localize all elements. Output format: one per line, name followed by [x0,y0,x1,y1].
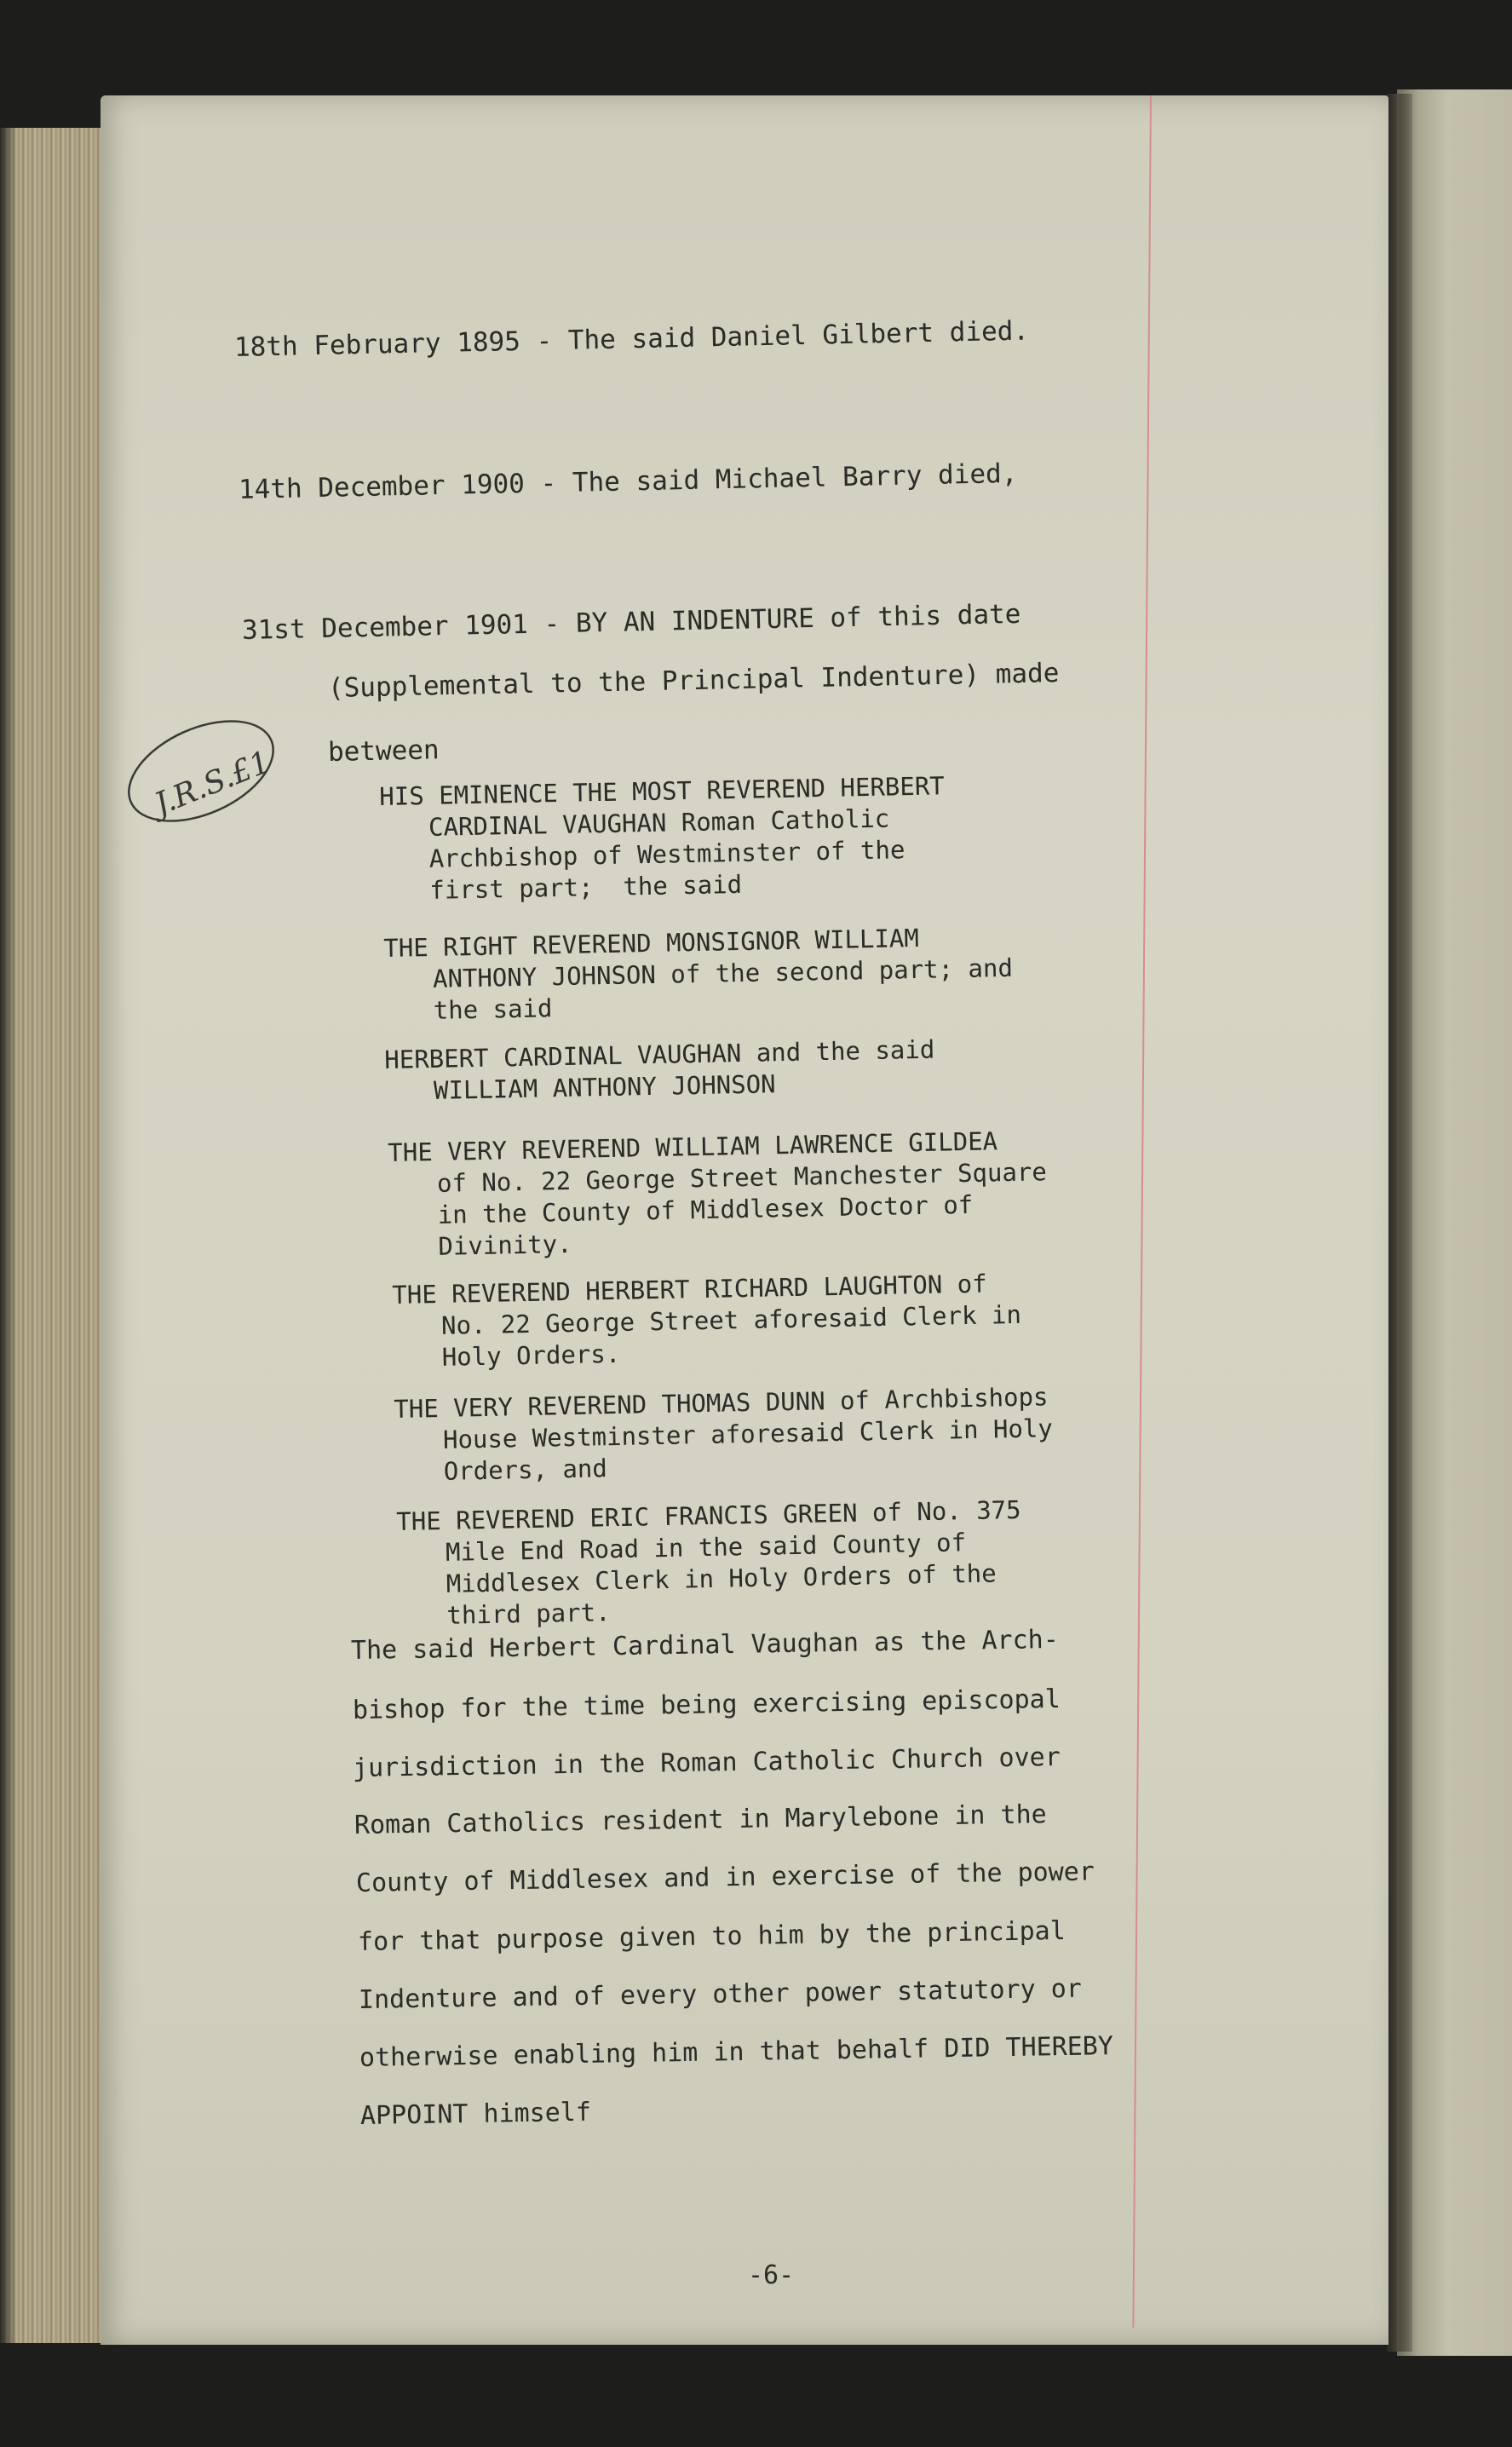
party-line: THE VERY REVEREND WILLIAM LAWRENCE GILDEA [388,1126,998,1167]
party-5 [392,1268,1022,1374]
paragraph-line: otherwise enabling him in that behalf DID THEREBY [359,2031,1114,2073]
party-line: CARDINAL VAUGHAN Roman Catholic [428,803,890,842]
party-7 [396,1494,1023,1632]
paragraph-line: County of Middlesex and in exercise of the power [355,1857,1095,1898]
party-line: WILLIAM ANTHONY JOHNSON [433,1069,776,1105]
entry-separator: - [536,325,553,357]
party-line: Divinity. [438,1229,572,1261]
paragraph-line: bishop for the time being exercising episcopal [352,1684,1061,1725]
party-2 [383,921,1014,1028]
party-3 [384,1034,935,1108]
page-number: -6- [748,2260,795,2290]
stamp-text: J.R.S.£1 [149,744,276,823]
indenture-line-2: between [327,734,440,768]
party-line: THE RIGHT REVEREND MONSIGNOR WILLIAM [383,923,920,963]
party-line: HIS EMINENCE THE MOST REVEREND HERBERT [379,771,946,811]
party-line: the said [433,993,553,1025]
paragraph-line: The said Herbert Cardinal Vaughan as the Arch- [350,1624,1060,1666]
party-line: HERBERT CARDINAL VAUGHAN and the said [384,1034,935,1074]
entry-text: The said Daniel Gilbert died. [567,315,1030,356]
paragraph-line: APPOINT himself [359,2097,592,2131]
party-line: first part; the said [429,869,743,905]
party-4 [388,1125,1049,1264]
entry-text: The said Michael Barry died, [572,458,1018,498]
red-margin-rule [1132,95,1152,2328]
party-line: Holy Orders. [441,1339,621,1372]
entry-date: 18th February 1895 [233,325,521,363]
party-line: House Westminster aforesaid Clerk in Holy [442,1414,1054,1454]
left-page-shadow [0,128,17,2343]
party-line: Orders, and [443,1454,608,1486]
paragraph-line: for that purpose given to him by the principal [357,1915,1066,1957]
party-line: THE REVEREND HERBERT RICHARD LAUGHTON of [392,1269,987,1310]
entry-date: 31st December 1901 [241,608,529,646]
party-line: Archbishop of Westminster of the [428,835,905,873]
party-line: Mile End Road in the said County of [445,1528,967,1567]
party-line: No. 22 George Street aforesaid Clerk in [440,1299,1022,1340]
party-1 [379,770,946,907]
book-gutter [1387,94,1412,2352]
party-line: THE VERY REVEREND THOMAS DUNN of Archbishops [394,1382,1049,1424]
entry-separator: - [543,608,561,640]
party-line: THE REVEREND ERIC FRANCIS GREEN of No. 375 [396,1494,1021,1536]
entry-separator: - [540,468,557,499]
party-line: of No. 22 George Street Manchester Square [436,1157,1048,1198]
paragraph-line: Roman Catholics resident in Marylebone in the [354,1799,1047,1840]
right-facing-page [1397,89,1512,2356]
paragraph-line: Indenture and of every other power statutory or [358,1973,1083,2015]
handwritten-initials-stamp [121,711,281,831]
party-line: Middlesex Clerk in Holy Orders of the [446,1558,997,1598]
party-line: in the County of Middlesex Doctor of [437,1189,974,1229]
indenture-line-1: (Supplemental to the Principal Indenture) made [327,658,1060,704]
party-line: third part. [446,1598,611,1630]
entry-date: 14th December 1900 [238,468,526,505]
paragraph-line: jurisdiction in the Roman Catholic Church over [352,1742,1061,1783]
party-line: ANTHONY JOHNSON of the second part; and [432,953,1014,993]
entry-text: BY AN INDENTURE of this date [575,598,1021,639]
party-6 [394,1381,1054,1488]
